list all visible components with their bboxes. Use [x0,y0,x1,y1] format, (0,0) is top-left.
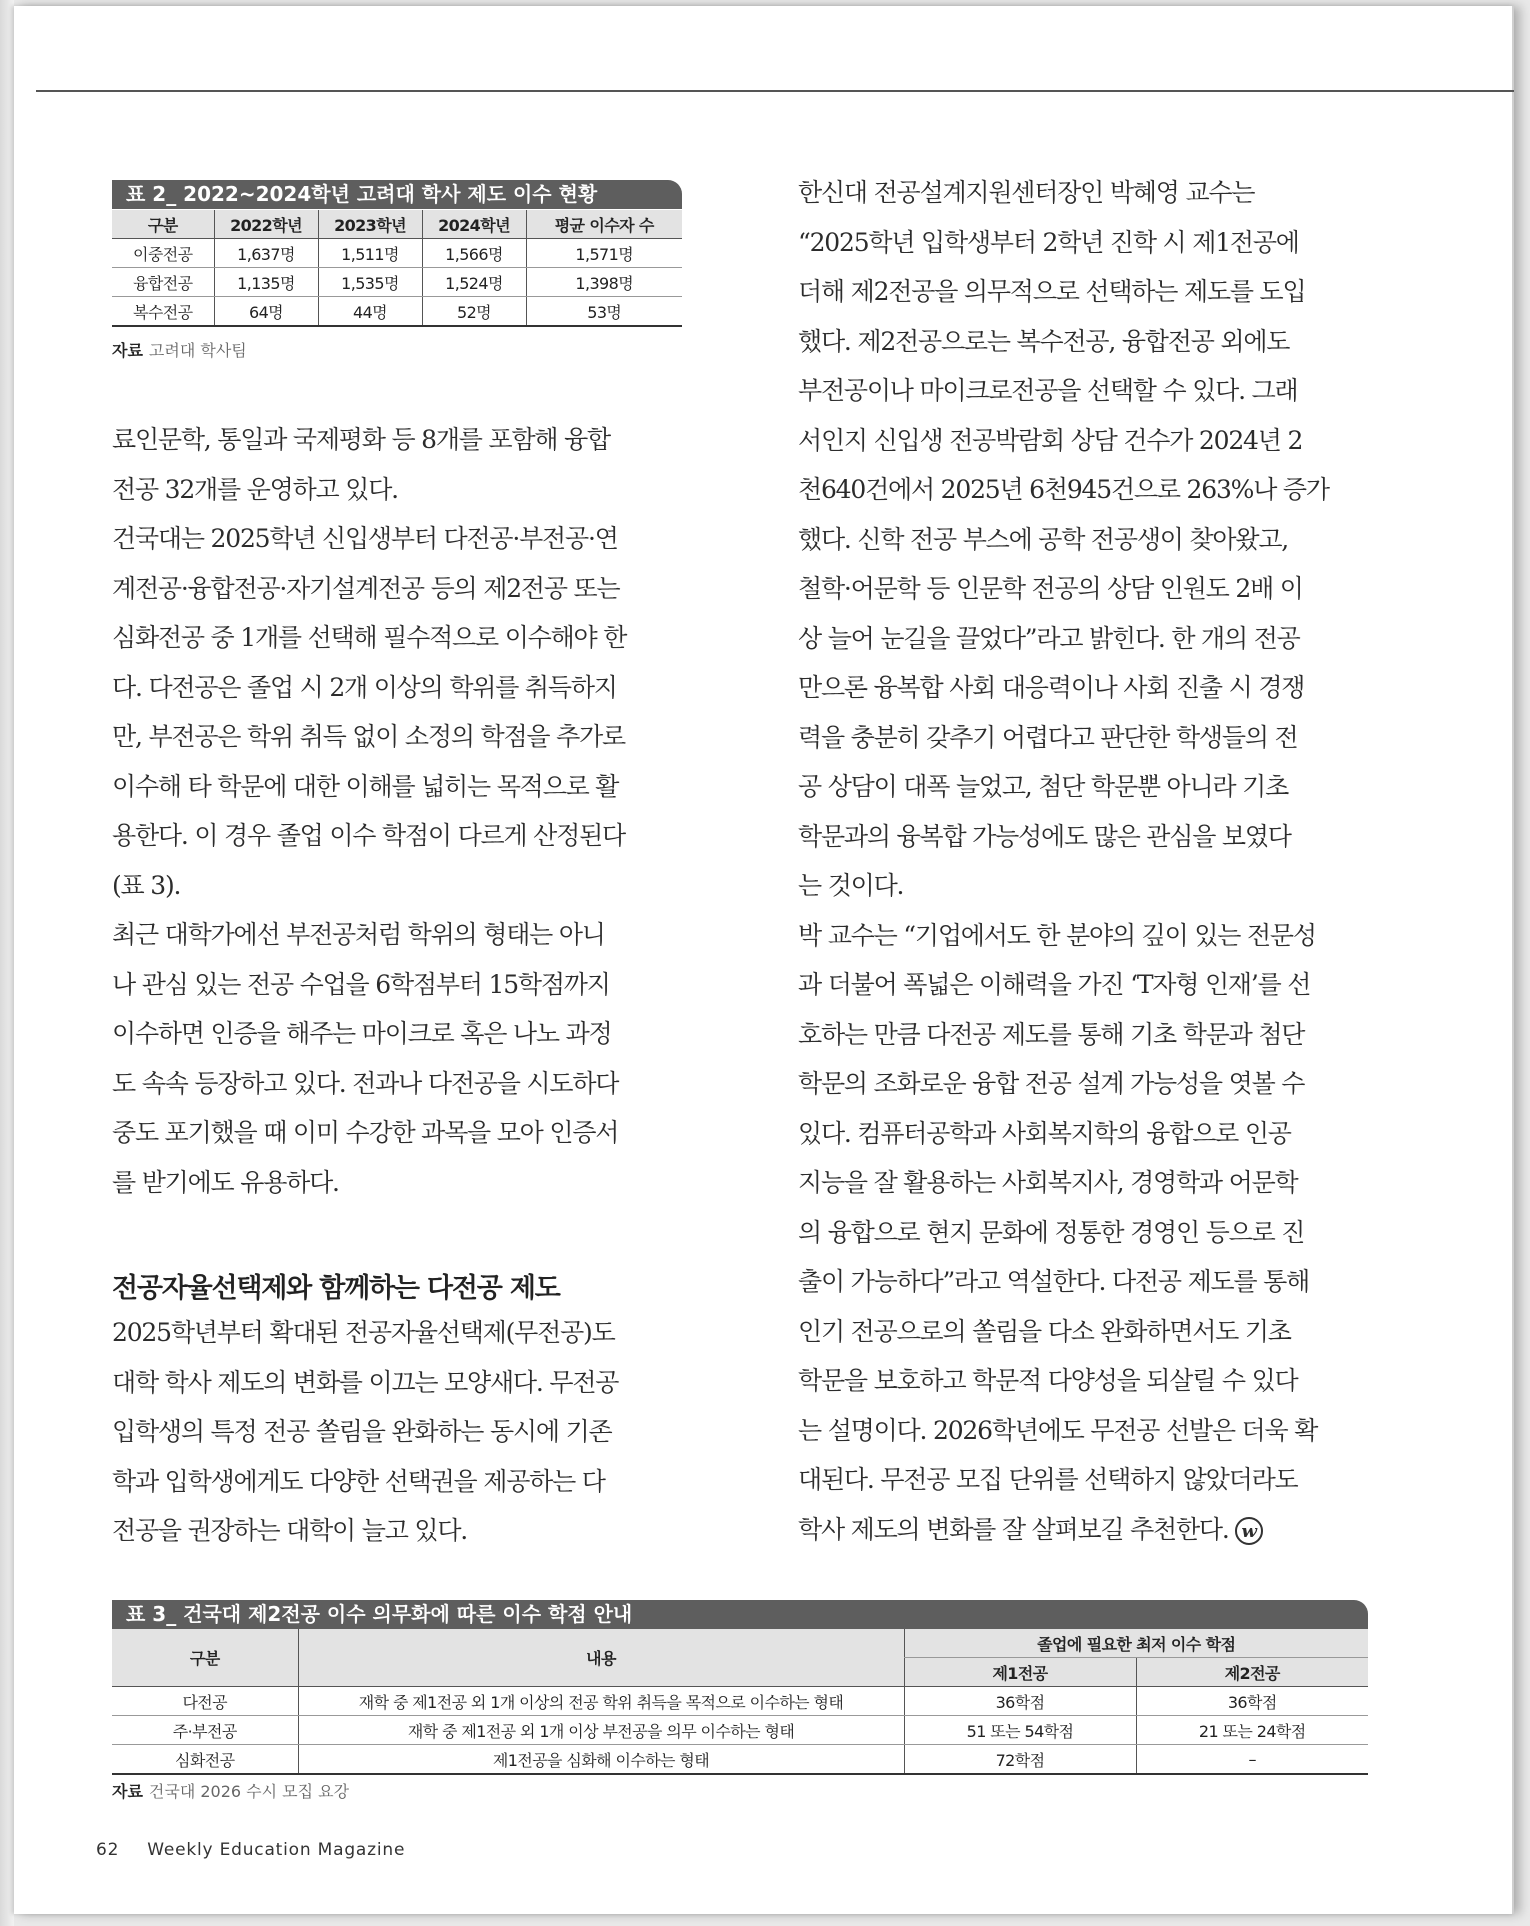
end-mark-icon: w [1235,1517,1263,1545]
left-paragraph-2 [112,514,682,910]
table2-title: 표 2_ 2022~2024학년 고려대 학사 제도 이수 현황 [112,180,682,209]
table-cell: 복수전공 [112,297,214,327]
text-line: 천640건에서 2025년 6천945건으로 263%나 증가 [798,475,1329,504]
table-cell: 1,398명 [526,268,682,297]
table3-source [112,1779,349,1802]
table-cell: 1,535명 [318,268,422,297]
table-cell: 심화전공 [112,1745,298,1775]
text-line: 대된다. 무전공 모집 단위를 선택하지 않았더라도 [798,1465,1298,1494]
text-line: (표 3). [112,870,181,900]
text-line: 력을 충분히 갖추기 어렵다고 판단한 학생들의 전 [798,722,1298,752]
magazine-name: Weekly Education Magazine [147,1840,406,1860]
table3-header-cell: 제1전공 [904,1658,1136,1687]
table-cell: – [1136,1745,1368,1775]
text-line: 만, 부전공은 학위 취득 없이 소정의 학점을 추가로 [112,722,625,751]
source-text: 건국대 2026 수시 모집 요강 [148,1782,350,1801]
table3-header-group: 졸업에 필요한 최저 이수 학점 [904,1629,1368,1658]
table-row [112,297,682,327]
table-cell: 재학 중 제1전공 외 1개 이상 부전공을 의무 이수하는 형태 [298,1716,904,1745]
right-column [798,168,1368,1554]
table2-header-cell: 2022학년 [214,210,318,239]
text-line: 지능을 잘 활용하는 사회복지사, 경영학과 어문학 [798,1168,1298,1197]
right-paragraph-1 [798,168,1368,911]
table-row [112,239,682,268]
table-row [112,1745,1368,1775]
text-line: 도 속속 등장하고 있다. 전과나 다전공을 시도하다 [112,1068,619,1098]
text-line: 과 더불어 폭넓은 이해력을 가진 ‘T자형 인재’를 선 [798,970,1311,999]
text-line: 계전공·융합전공·자기설계전공 등의 제2전공 또는 [112,573,620,603]
text-line: 출이 가능하다”라고 역설한다. 다전공 제도를 통해 [798,1267,1310,1296]
table2-header-cell: 구분 [112,210,214,239]
text-line: 학문과의 융복합 가능성에도 많은 관심을 보였다 [798,821,1291,851]
text-line: 2025학년부터 확대된 전공자율선택제(무전공)도 [112,1318,615,1347]
page-number: 62 [96,1840,120,1860]
source-label: 자료 [112,341,143,360]
text-line: 이수해 타 학문에 대한 이해를 넓히는 목적으로 활 [112,771,619,801]
table2-header-row [112,210,682,239]
table-row [112,268,682,297]
text-line: 전공을 권장하는 대학이 늘고 있다. [112,1516,468,1545]
text-line: 는 것이다. [798,871,904,900]
table-cell: 융합전공 [112,268,214,297]
table-cell: 1,637명 [214,239,318,268]
table-cell: 44명 [318,297,422,327]
table-cell: 이중전공 [112,239,214,268]
right-paragraph-2 [798,911,1368,1555]
table2-header-cell: 평균 이수자 수 [526,210,682,239]
text-line: 학사 제도의 변화를 잘 살펴보길 추천한다. w [798,1505,1368,1555]
table2 [112,210,682,327]
text-line: 더해 제2전공을 의무적으로 선택하는 제도를 도입 [798,277,1306,306]
source-label: 자료 [112,1782,143,1801]
section-subheading: 전공자율선택제와 함께하는 다전공 제도 [112,1273,560,1304]
text-line: 다. 다전공은 졸업 시 2개 이상의 학위를 취득하지 [112,672,617,702]
text-line: 의 융합으로 현지 문화에 정통한 경영인 등으로 진 [798,1217,1305,1247]
table-cell: 53명 [526,297,682,327]
page-spine-shadow [0,0,14,1926]
left-paragraph-3 [112,910,682,1207]
text-line: 건국대는 2025학년 신입생부터 다전공·부전공·연 [112,524,618,553]
table-cell: 36학점 [904,1687,1136,1716]
text-line: 전공 32개를 운영하고 있다. [112,474,398,504]
table3 [112,1629,1368,1775]
text-line: 이수하면 인증을 해주는 마이크로 혹은 나노 과정 [112,1019,612,1048]
page-footer [96,1840,433,1860]
table-cell: 1,571명 [526,239,682,268]
table-cell: 다전공 [112,1687,298,1716]
table-cell: 36학점 [1136,1687,1368,1716]
table-row [112,1716,1368,1745]
table-cell: 1,511명 [318,239,422,268]
table3-header-row [112,1629,1368,1658]
table-cell: 72학점 [904,1745,1136,1775]
text-line: 료인문학, 통일과 국제평화 등 8개를 포함해 융합 [112,425,610,454]
left-paragraph-4 [112,1308,682,1556]
text-line: 심화전공 중 1개를 선택해 필수적으로 이수해야 한 [112,623,627,652]
text-line: “2025학년 입학생부터 2학년 진학 시 제1전공에 [798,227,1299,257]
left-column-lower [112,1308,682,1556]
text-line: 학문의 조화로운 융합 전공 설계 가능성을 엿볼 수 [798,1069,1305,1098]
text-line: 만으론 융복합 사회 대응력이나 사회 진출 시 경쟁 [798,673,1305,702]
text-line: 서인지 신입생 전공박람회 상담 건수가 2024년 2 [798,425,1303,455]
table-cell: 21 또는 24학점 [1136,1716,1368,1745]
table-cell: 64명 [214,297,318,327]
text-line: 있다. 컴퓨터공학과 사회복지학의 융합으로 인공 [798,1118,1291,1148]
table2-header-cell: 2023학년 [318,210,422,239]
text-line: 최근 대학가에선 부전공처럼 학위의 형태는 아니 [112,920,605,949]
table3-header-cell: 구분 [112,1629,298,1687]
table-cell: 1,135명 [214,268,318,297]
table3-header-cell: 내용 [298,1629,904,1687]
table-cell: 52명 [422,297,526,327]
text-line: 용한다. 이 경우 졸업 이수 학점이 다르게 산정된다 [112,821,625,850]
text-line: 상 늘어 눈길을 끌었다”라고 밝힌다. 한 개의 전공 [798,623,1300,653]
text-line: 입학생의 특정 전공 쏠림을 완화하는 동시에 기존 [112,1417,612,1446]
text-line: 박 교수는 “기업에서도 한 분야의 깊이 있는 전문성 [798,920,1316,950]
text-line: 는 설명이다. 2026학년에도 무전공 선발은 더욱 확 [798,1415,1318,1445]
table-cell: 재학 중 제1전공 외 1개 이상의 전공 학위 취득을 목적으로 이수하는 형태 [298,1687,904,1716]
header-rule [36,90,1514,92]
table3-header-cell: 제2전공 [1136,1658,1368,1687]
table2-header-cell: 2024학년 [422,210,526,239]
text-line: 학과 입학생에게도 다양한 선택권을 제공하는 다 [112,1466,605,1496]
text-line: 철학·어문학 등 인문학 전공의 상담 인원도 2배 이 [798,574,1303,603]
table-cell: 제1전공을 심화해 이수하는 형태 [298,1745,904,1775]
left-column [112,415,682,1207]
text-line: 중도 포기했을 때 이미 수강한 과목을 모아 인증서 [112,1118,619,1147]
table-cell: 1,566명 [422,239,526,268]
text-line: 공 상담이 대폭 늘었고, 첨단 학문뿐 아니라 기초 [798,772,1289,801]
left-paragraph-1 [112,415,682,514]
text-line: 인기 전공으로의 쏠림을 다소 완화하면서도 기초 [798,1316,1291,1346]
text-line: 를 받기에도 유용하다. [112,1167,339,1197]
text-line: 학문을 보호하고 학문적 다양성을 되살릴 수 있다 [798,1366,1298,1395]
text-line: 호하는 만큼 다전공 제도를 통해 기초 학문과 첨단 [798,1019,1305,1049]
table2-source [112,338,247,361]
table-cell: 51 또는 54학점 [904,1716,1136,1745]
table-row [112,1687,1368,1716]
text-line: 부전공이나 마이크로전공을 선택할 수 있다. 그래 [798,376,1298,405]
text-line: 했다. 제2전공으로는 복수전공, 융합전공 외에도 [798,326,1290,356]
table3-title: 표 3_ 건국대 제2전공 이수 의무화에 따른 이수 학점 안내 [112,1600,1368,1629]
text-line: 했다. 신학 전공 부스에 공학 전공생이 찾아왔고, [798,524,1289,554]
source-text: 고려대 학사팀 [148,341,247,360]
text-line: 대학 학사 제도의 변화를 이끄는 모양새다. 무전공 [112,1367,619,1397]
table-cell: 1,524명 [422,268,526,297]
text-line: 한신대 전공설계지원센터장인 박혜영 교수는 [798,178,1255,207]
text-line: 나 관심 있는 전공 수업을 6학점부터 15학점까지 [112,969,610,999]
table-cell: 주·부전공 [112,1716,298,1745]
